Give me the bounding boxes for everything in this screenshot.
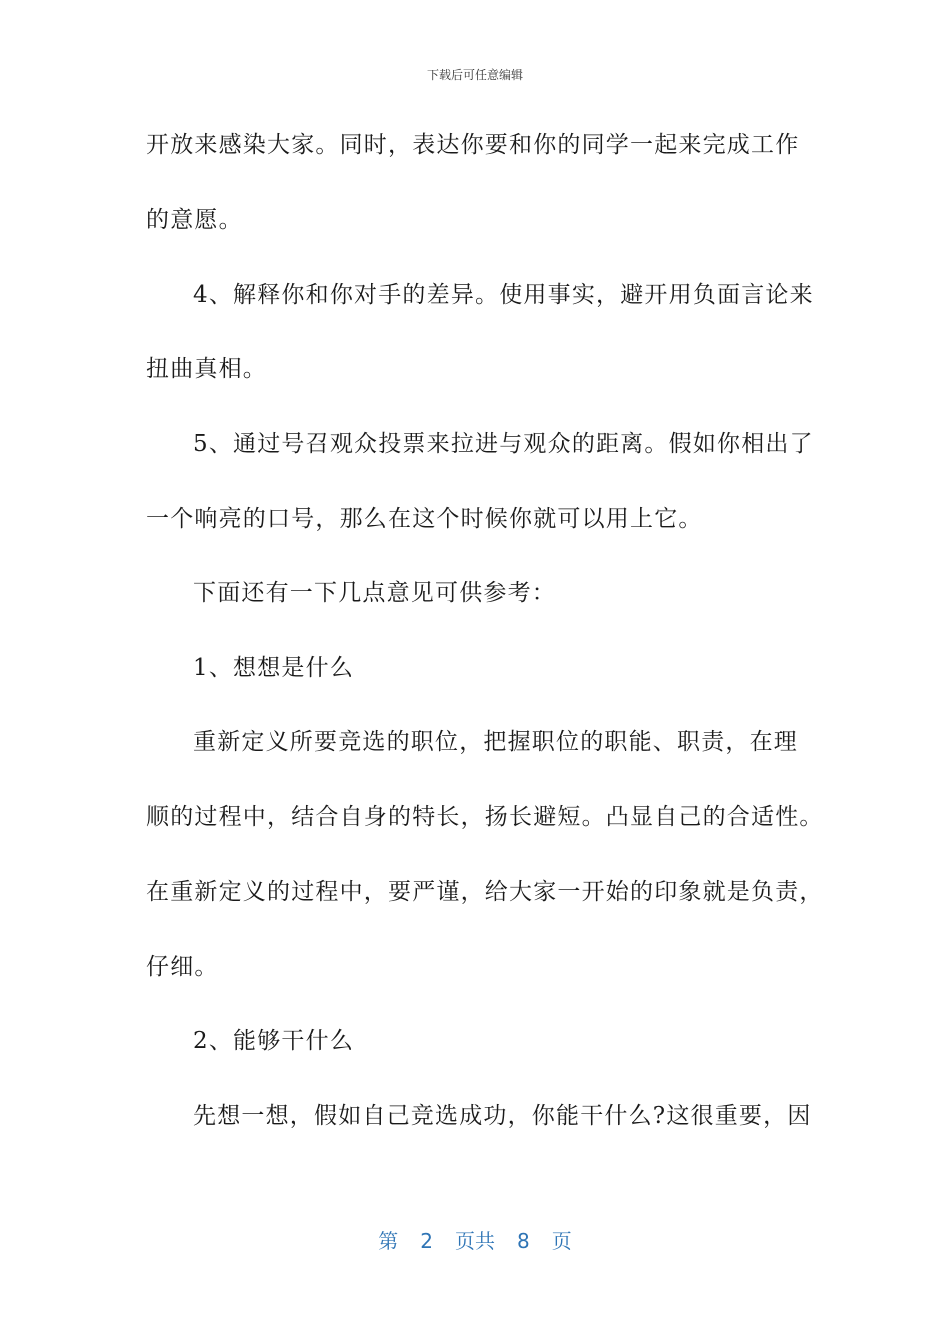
text-line: 5、通过号召观众投票来拉进与观众的距离。假如你相出了 (193, 431, 814, 457)
total-pages: 8 (517, 1229, 530, 1253)
text-line: 2、能够干什么 (193, 1028, 355, 1054)
page-word: 第 (378, 1229, 399, 1253)
page-unit: 页共 (455, 1229, 495, 1253)
page-footer (0, 1225, 950, 1254)
text-line: 一个响亮的口号，那么在这个时候你就可以用上它。 (146, 506, 703, 532)
text-line: 先想一想，假如自己竞选成功，你能干什么?这很重要，因 (193, 1103, 812, 1129)
text-line: 扭曲真相。 (146, 356, 267, 382)
text-line: 重新定义所要竞选的职位，把握职位的职能、职责，在理 (193, 729, 798, 755)
header-note: 下载后可任意编辑 (426, 68, 523, 82)
text-line: 1、想想是什么 (193, 655, 355, 681)
text-line: 顺的过程中，结合自身的特长，扬长避短。凸显自己的合适性。 (146, 804, 824, 830)
total-unit: 页 (551, 1229, 572, 1253)
page-number: 2 (420, 1229, 433, 1253)
text-line: 仔细。 (146, 954, 219, 980)
text-line: 下面还有一下几点意见可供参考： (193, 580, 556, 606)
text-line: 的意愿。 (146, 207, 243, 233)
text-line: 在重新定义的过程中，要严谨，给大家一开始的印象就是负责， (146, 879, 824, 905)
text-line: 开放来感染大家。同时，表达你要和你的同学一起来完成工作 (146, 132, 800, 158)
text-line: 4、解释你和你对手的差异。使用事实，避开用负面言论来 (193, 282, 814, 308)
